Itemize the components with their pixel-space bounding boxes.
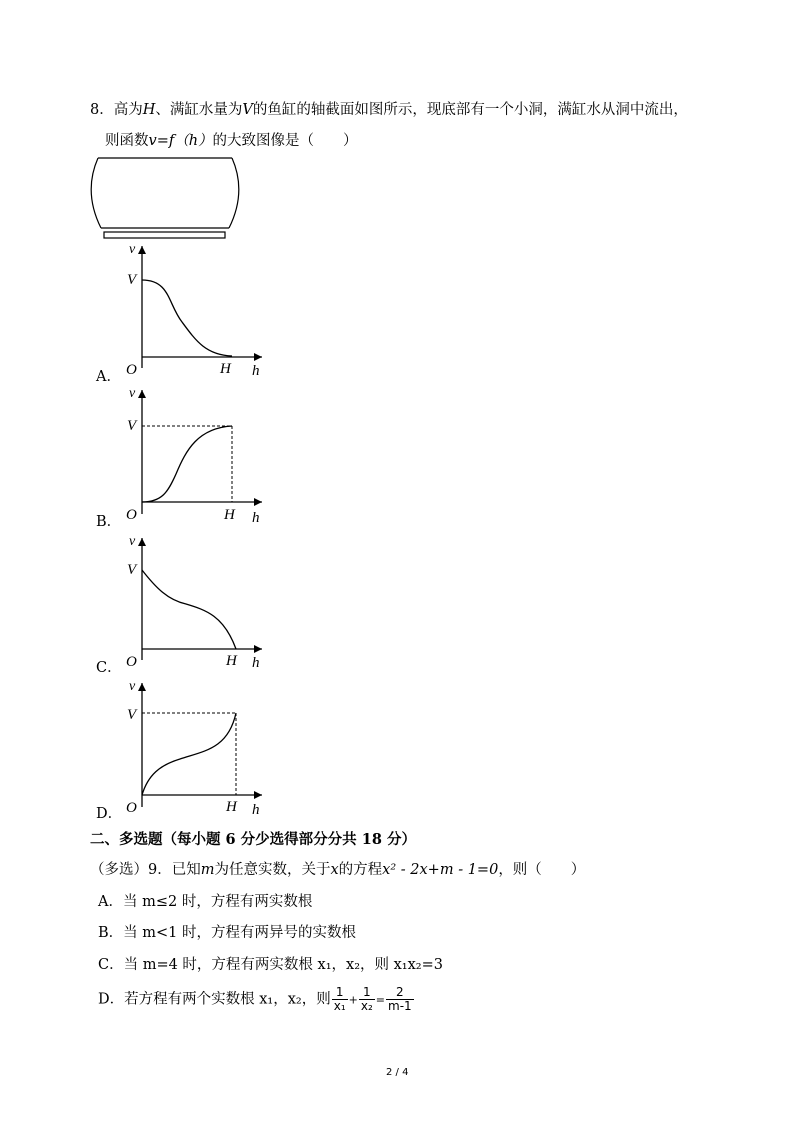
fraction-2-over-m-minus-1: $\frac{2}{m-1}$ xyxy=(388,985,412,1013)
q9-option-b: B．当 m<1 时，方程有两异号的实数根 xyxy=(98,925,356,941)
axis-label-h: h xyxy=(252,510,260,526)
fraction-1-over-x1: $\frac{1}{\text{x₁}}$ xyxy=(333,985,346,1013)
tick-label-H: H xyxy=(226,653,237,669)
axis-label-v: v xyxy=(129,679,136,694)
page-number: 2 / 4 xyxy=(386,1067,409,1078)
origin-label: O xyxy=(126,800,137,816)
origin-label: O xyxy=(126,362,137,378)
origin-label: O xyxy=(126,507,137,523)
axis-label-v: v xyxy=(129,534,136,549)
q8-line2: 则函数v=f（h）的大致图像是（ ） xyxy=(105,133,358,149)
q9-option-a: A．当 m≤2 时，方程有两实数根 xyxy=(98,894,313,910)
axis-label-h: h xyxy=(252,802,260,817)
tick-label-H: H xyxy=(220,361,231,377)
q9-option-d: D．若方程有两个实数根 x₁，x₂，则 $\frac{1}{\text{x₁}}$ + $\frac{1}{\text{x₂}}$ = $\frac{2}{m-1}$ xyxy=(98,985,412,1013)
option-b-letter: B． xyxy=(96,514,122,530)
section-heading: 二、多选题（每小题 6 分少选得部分分共 18 分） xyxy=(90,831,416,848)
tick-label-V: V xyxy=(127,562,137,578)
tick-label-H: H xyxy=(226,799,237,815)
axis-label-h: h xyxy=(252,363,260,378)
q9-stem: （多选）9．已知m为任意实数，关于x的方程x² - 2x+m - 1=0，则（ ） xyxy=(90,862,586,878)
option-c-graph xyxy=(120,530,270,672)
axis-label-v: v xyxy=(129,386,136,401)
q8-line1: 8．高为H、满缸水量为V的鱼缸的轴截面如图所示，现底部有一个小洞，满缸水从洞中流出， xyxy=(90,102,688,118)
axis-label-v: v xyxy=(129,242,136,257)
axis-label-h: h xyxy=(252,655,260,671)
option-a-graph xyxy=(120,238,270,378)
fish-tank-diagram xyxy=(85,150,245,242)
fraction-1-over-x2: $\frac{1}{\text{x₂}}$ xyxy=(360,985,373,1013)
tick-label-V: V xyxy=(127,707,137,723)
option-d-letter: D． xyxy=(96,806,123,822)
tick-label-V: V xyxy=(127,418,137,434)
origin-label: O xyxy=(126,654,137,670)
option-b-graph xyxy=(120,382,270,527)
q9-option-c: C．当 m=4 时，方程有两实数根 x₁，x₂，则 x₁x₂=3 xyxy=(98,957,443,973)
option-d-graph xyxy=(120,675,270,817)
option-c-letter: C． xyxy=(96,660,122,676)
option-a-letter: A． xyxy=(96,369,121,385)
tick-label-H: H xyxy=(224,507,235,523)
tick-label-V: V xyxy=(127,272,137,288)
